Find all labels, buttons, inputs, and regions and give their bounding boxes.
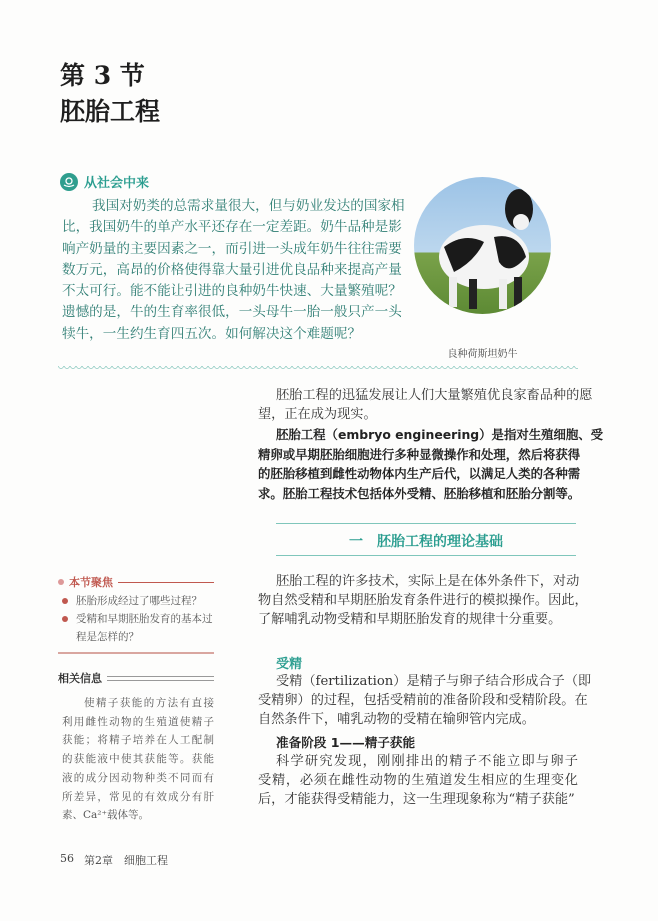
bullet-icon — [58, 579, 64, 585]
section-title: 胚胎工程 — [60, 97, 161, 126]
info-header — [58, 670, 214, 686]
cow-photo — [414, 177, 551, 314]
text-line: 受精（fertilization）是精子与卵子结合形成合子（即 — [276, 674, 592, 689]
focus-item — [60, 610, 214, 646]
section-number: 第 3 节 — [60, 61, 145, 90]
focus-title: 本节聚焦 — [69, 576, 113, 589]
text-line: 使精子获能的方法有直接 — [84, 697, 214, 709]
focus-item-line: 受精和早期胚胎发育的基本过 — [76, 613, 213, 625]
text-line: 素、Ca²⁺载体等。 — [62, 809, 150, 822]
section-heading: 一 胚胎工程的理论基础 — [349, 534, 503, 550]
text-line: 所差异，常见的有效成分有肝 — [62, 790, 214, 803]
text-line: 科学研究发现，刚刚排出的精子不能立即与卵子 — [276, 754, 578, 769]
text-line: 犊牛，一生约生育四五次。如何解决这个难题呢？ — [62, 325, 362, 342]
bullet-icon — [62, 598, 68, 604]
focus-rule — [118, 582, 214, 583]
intro-text — [62, 196, 405, 345]
text-line: 了解哺乳动物受精和早期胚胎发育的规律十分重要。 — [258, 612, 562, 628]
text-line: 遗憾的是，牛的生育率很低，一头母牛一胎一般只产一头 — [62, 304, 402, 321]
text-line: 获能；将精子培养在人工配制 — [62, 734, 214, 747]
text-line: 胚胎工程（embryo engineering）是指对生殖细胞、受 — [276, 427, 604, 442]
text-line: 的获能液中使其获能等。获能 — [62, 753, 214, 766]
intro-box-title: 从社会中来 — [84, 176, 150, 191]
text-line: 我国对奶类的总需求量很大，但与奶业发达的国家相 — [92, 198, 405, 214]
text-line: 胚胎工程的迅猛发展让人们大量繁殖优良家畜品种的愿 — [276, 388, 593, 403]
info-rule — [107, 676, 214, 681]
bullet-icon — [62, 616, 68, 622]
society-icon — [60, 173, 78, 191]
info-title: 相关信息 — [58, 672, 102, 685]
focus-item-line: 胚胎形成经过了哪些过程？ — [76, 595, 202, 607]
text-line: 不太可行。能不能让引进的良种奶牛快速、大量繁殖呢？ — [62, 283, 402, 300]
text-line: 自然条件下，哺乳动物的受精在输卵管内完成。 — [258, 712, 535, 728]
text-line: 的胚胎移植到雌性动物体内生产后代，以满足人类的各种需 — [258, 466, 581, 481]
page-number: 56 — [60, 852, 74, 865]
text-line: 胚胎工程的许多技术，实际上是在体外条件下，对动 — [276, 574, 580, 589]
text-line: 物自然受精和早期胚胎发育条件进行的模拟操作。因此， — [258, 593, 588, 609]
subheading-fertilization: 受精 — [276, 657, 303, 672]
text-line: 受精，必须在雌性动物的生殖道发生相应的生理变化 — [258, 773, 578, 789]
text-line: 比，我国奶牛的单产水平还存在一定差距。奶牛品种是影 — [62, 219, 402, 236]
wavy-divider — [58, 366, 578, 372]
divider — [276, 523, 576, 524]
stage-heading: 准备阶段 1——精子获能 — [276, 735, 416, 750]
focus-bottom-rule — [58, 652, 214, 654]
chapter-label: 第2章 细胞工程 — [84, 854, 168, 867]
focus-header — [58, 574, 214, 590]
text-line: 数万元，高昂的价格使得靠大量引进优良品种来提高产量 — [62, 261, 402, 278]
text-line: 求。胚胎工程技术包括体外受精、胚胎移植和胚胎分割等。 — [258, 485, 581, 501]
text-line: 望，正在成为现实。 — [258, 407, 377, 423]
text-line: 受精卵）的过程，包括受精前的准备阶段和受精阶段。在 — [258, 693, 588, 709]
paragraph-fertilization — [258, 672, 592, 730]
paragraph-definition — [258, 425, 604, 503]
focus-item-line: 程是怎样的？ — [76, 631, 139, 643]
image-caption: 良种荷斯坦奶牛 — [447, 349, 518, 360]
paragraph-capacitation — [258, 752, 578, 810]
text-line: 液的成分因动物种类不同而有 — [62, 771, 214, 784]
focus-list — [60, 592, 214, 646]
intro-box-heading — [60, 172, 149, 191]
divider — [276, 555, 576, 556]
info-text — [62, 694, 214, 825]
text-line: 精卵或早期胚胎细胞进行多种显微操作和处理，然后将获得 — [258, 446, 581, 462]
text-line: 后，才能获得受精能力，这一生理现象称为“精子获能” — [258, 792, 575, 808]
text-line: 利用雌性动物的生殖道使精子 — [62, 715, 214, 728]
paragraph-theory — [258, 572, 588, 630]
paragraph-intro — [258, 386, 593, 424]
focus-item — [60, 592, 214, 610]
text-line: 响产奶量的主要因素之一，而引进一头成年奶牛往往需要 — [62, 240, 402, 257]
